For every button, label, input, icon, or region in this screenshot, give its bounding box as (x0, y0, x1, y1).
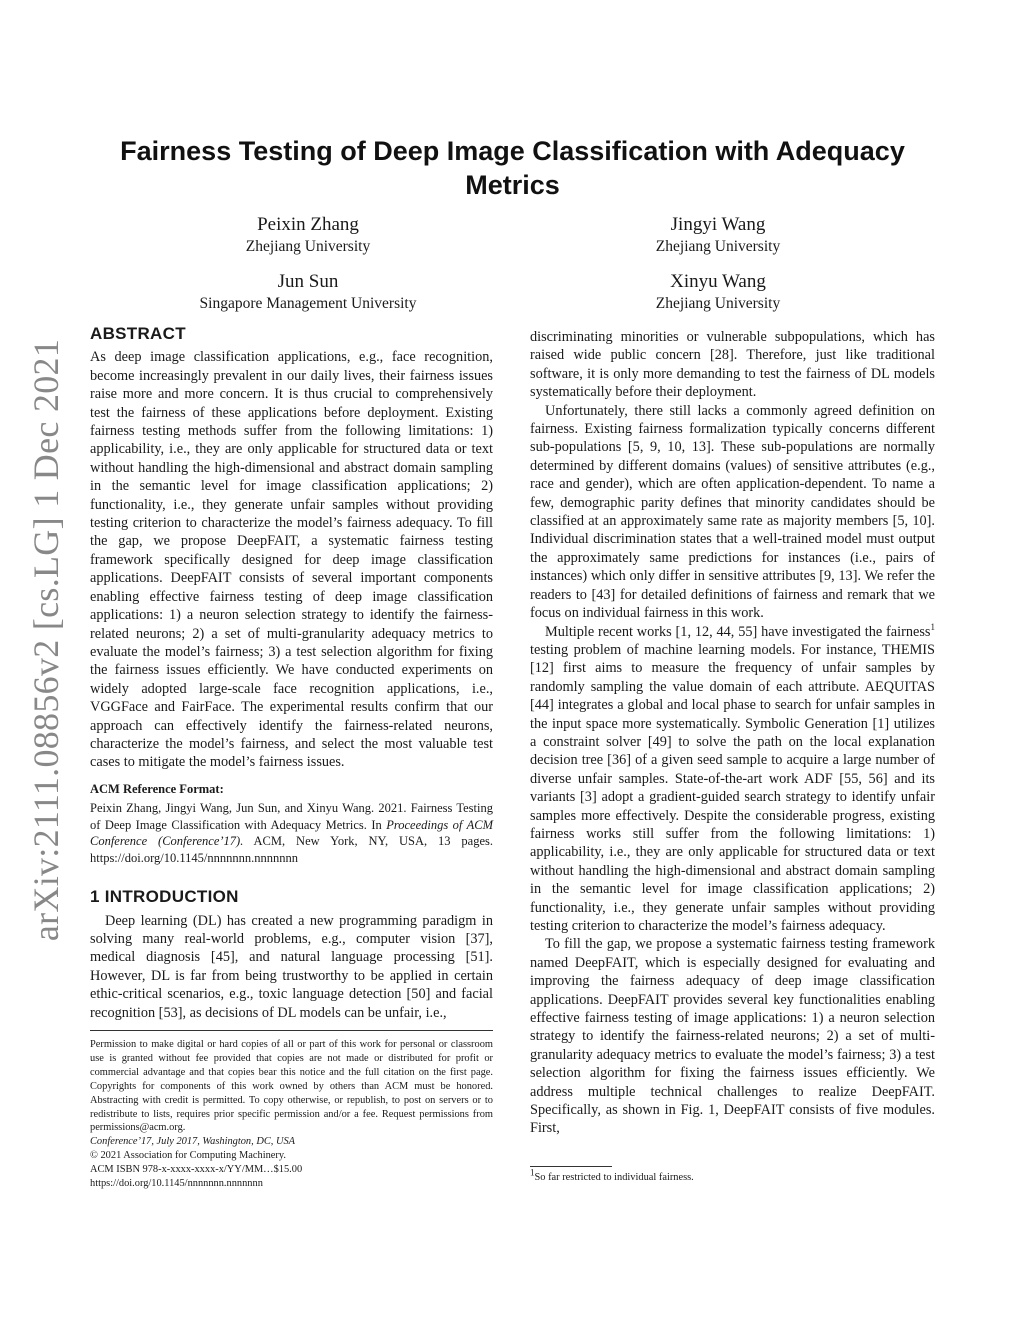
paper-title: Fairness Testing of Deep Image Classification with Adequacy Metrics (120, 136, 905, 200)
intro-paragraph-1: Deep learning (DL) has created a new programming paradigm in solving many real-world problems, e.g., computer vision [37], medical diagnosis [45], and natural language processing [51]. However, DL is far from being trustworthy to be applied in certain ethic-critical scenarios, e.g., toxic language detection [50] and facial recognition [53], as decisions of DL models can be unfair, i.e., (90, 912, 493, 1021)
arxiv-id-text: arXiv:2111.08856v2 [cs.LG] 1 Dec 2021 (26, 338, 66, 942)
right-column (530, 328, 935, 1138)
author-affiliation: Zhejiang University (655, 295, 781, 312)
author-block-3 (160, 271, 456, 314)
conference-line: Conference’17, July 2017, Washington, DC, USA (90, 1136, 295, 1148)
isbn-line: ACM ISBN 978-x-xxxx-xxxx-x/YY/MM…$15.00 (90, 1164, 303, 1176)
abstract-text: As deep image classification applications, e.g., face recognition, become increasingly prevalent in our daily lives, their fairness issues raise more and more concern. It is thus crucial to comprehensively test the fairness of these applications before deployment. Existing fairness testing methods suffer from the following limitations: 1) applicability, i.e., they are only applicable for structured data or text without handling the high-dimensional and abstract domain sampling in the semantic level for image classification applications; 2) functionality, i.e., they generate unfair samples without providing testing criterion to characterize the model’s fairness adequacy. To fill the gap, we propose DeepFAIT, a systematic fairness testing framework specifically designed for deep image classification applications. DeepFAIT consists of several important components enabling effective fairness testing of deep image classification applications: 1) a neuron selection strategy to identify the fairness-related neurons; 2) a set of multi-granularity adequacy metrics to evaluate the model’s fairness; 3) a test selection algorithm for fixing the fairness issues efficiently. We have conducted experiments on widely adopted large-scale face recognition applications, i.e., VGGFace and FairFace. The experimental results confirm that our approach can effectively identify the fairness-related neurons, characterize the model’s fairness, and select the most valuable test cases to mitigate the model’s fairness issues. (90, 349, 493, 771)
acm-reference-heading: ACM Reference Format: (90, 781, 224, 796)
author-name: Jun Sun (277, 271, 339, 292)
intro-paragraph-4-rest: testing problem of machine learning models. For instance, THEMIS [12] first aims to measure the frequency of unfair samples by randomly sampling the value domain of each attribute. AEQUITAS [44] integrates a global and local phase to search for unfair samples in the input space more systematically. Symbolic Generation [1] utilizes a constraint solver [49] to solve the path on the local explanation decision tree [36] of a given seed sample to acquire a large number of diverse unfair samples. State-of-the-art work ADF [55, 56] and its variants [3] adopt a gradient-guided search strategy to identify unfair samples more effectively. Despite the considerable progress, existing fairness works still suffer from the following limitations: 1) applicability, i.e., they are only applicable for structured data or text without handling the high-dimensional and abstract domain sampling in the semantic level for image classification applications; 2) functionality, i.e., they generate unfair samples without providing testing criterion to characterize the model’s fairness adequacy. (530, 641, 935, 934)
author-affiliation: Zhejiang University (655, 238, 781, 255)
footnote (530, 1167, 694, 1183)
footnote-marker: 1 (930, 621, 935, 632)
author-name: Peixin Zhang (257, 214, 359, 235)
acm-reference-text (90, 800, 493, 866)
abstract-heading: ABSTRACT (90, 324, 186, 343)
intro-paragraph-5: To fill the gap, we propose a systematic fairness testing framework named DeepFAIT, which is especially designed for evaluating and improving the fairness adequacy of deep image classification applications. DeepFAIT provides several key functionalities enabling effective fairness testing of image applications: 1) a neuron selection strategy to identify the fairness-related neurons; 2) a set of multi-granularity adequacy metrics to evaluate the model’s fairness; 3) a test selection algorithm for fixing the fairness issues efficiently. We address multiple technical challenges to realize DeepFAIT. Specifically, as shown in Fig. 1, DeepFAIT consists of five modules. First, (530, 936, 935, 1137)
author-block-1 (190, 214, 426, 257)
author-block-4 (600, 271, 836, 314)
acm-reference-tail: ACM, New York, NY, USA, 13 pages. https://doi.org/10.1145/nnnnnnn.nnnnnnn (90, 834, 494, 865)
author-affiliation: Singapore Management University (199, 295, 417, 312)
author-affiliation: Zhejiang University (245, 238, 371, 255)
permission-block (90, 1038, 493, 1191)
footnote-rule (530, 1166, 612, 1167)
introduction-heading: 1 INTRODUCTION (90, 887, 239, 907)
author-name: Xinyu Wang (670, 271, 766, 292)
intro-paragraph-4 (530, 623, 935, 936)
author-block-2 (600, 214, 836, 257)
permission-text: Permission to make digital or hard copies of all or part of this work for personal or classroom use is granted without fee provided that copies are not made or distributed for profit or commercial advantage and that copies bear this notice and the full citation on the first page. Copyrights for components of this work owned by others than ACM must be honored. Abstracting with credit is permitted. To copy otherwise, or republish, to post on servers or to redistribute to lists, requires prior specific permission and/or a fee. Request permissions from permissions@acm.org. (90, 1039, 493, 1134)
acm-reference-venue: Proceedings of ACM Conference (Conference’17). (90, 817, 494, 849)
left-column (90, 325, 493, 1022)
footnote-mark: 1 (530, 1167, 535, 1178)
intro-paragraph-3: Unfortunately, there still lacks a commonly agreed definition on fairness. Existing fairness formalization typically concerns different sub-populations [5, 9, 10, 13]. These sub-populations are normally determined by different domains (values) of sensitive attributes (e.g., race and gender), which are often application-dependent. To name a few, demographic parity defines that minority candidates should be classified at an approximately same rate as majority members [5, 10]. Individual discrimination states that a well-trained model must output the approximately same predictions for instances (i.e., pairs of instances) which only differ in sensitive attributes [9, 13]. We refer the readers to [43] for detailed definitions of fairness and remark that we focus on individual fairness in this work. (530, 402, 935, 622)
permission-rule (90, 1030, 493, 1031)
copyright-line: © 2021 Association for Computing Machinery. (90, 1150, 286, 1162)
doi-line: https://doi.org/10.1145/nnnnnnn.nnnnnnn (90, 1178, 263, 1190)
footnote-text: So far restricted to individual fairness. (534, 1172, 694, 1183)
acm-reference-authors: Peixin Zhang, Jingyi Wang, Jun Sun, and Xinyu Wang. 2021. Fairness Testing of Deep Image Classification with Adequacy Metrics. In (90, 801, 493, 832)
intro-paragraph-2: discriminating minorities or vulnerable subpopulations, which has raised wide public concern [28]. Therefore, just like traditional software, it is only more demanding to test the fairness of DL models systematically before their deployment. (530, 329, 935, 401)
intro-paragraph-4-start: Multiple recent works [1, 12, 44, 55] have investigated the fairness (545, 623, 931, 640)
author-name: Jingyi Wang (670, 214, 766, 235)
